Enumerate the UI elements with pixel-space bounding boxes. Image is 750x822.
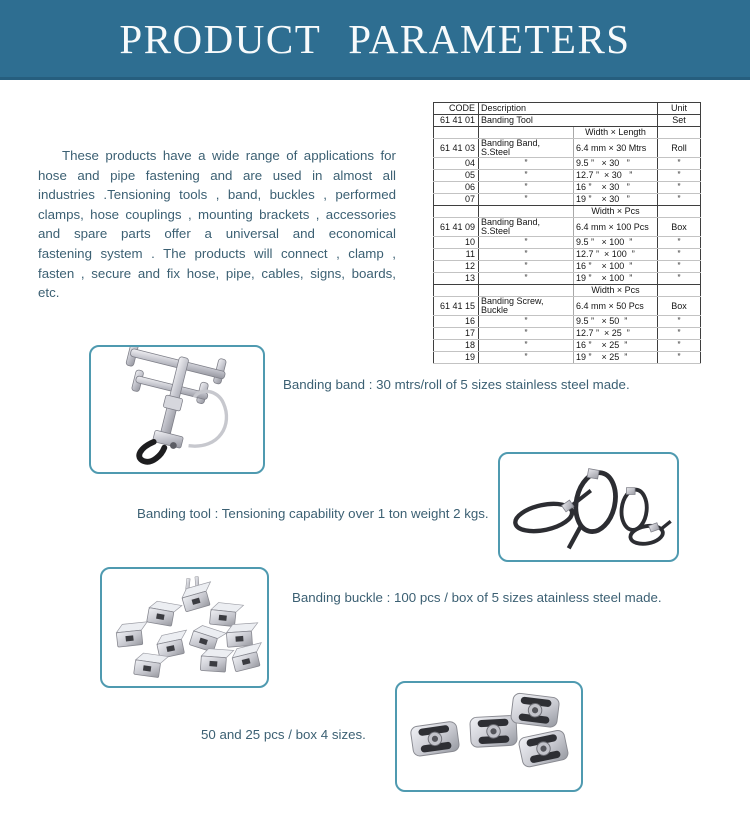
name-cell: ”: [479, 182, 574, 194]
code-cell: 61 41 15: [434, 297, 479, 316]
box-sizes-caption: 50 and 25 pcs / box 4 sizes.: [201, 727, 366, 742]
table-row: [434, 158, 701, 170]
table-row: [434, 218, 701, 237]
code-cell: 61 41 09: [434, 218, 479, 237]
table-row: [434, 328, 701, 340]
screw-buckles: [410, 693, 569, 768]
banding-buckle-image: [102, 569, 263, 682]
code-cell: 07: [434, 194, 479, 206]
screw-buckle-image: [397, 683, 577, 786]
banding-band-photo: [498, 452, 679, 562]
banner: [0, 0, 750, 80]
name-cell: ”: [479, 170, 574, 182]
unit-cell: [658, 285, 701, 297]
table-subheader-row: [434, 285, 701, 297]
name-cell: ”: [479, 237, 574, 249]
table-row: [434, 273, 701, 285]
name-cell: Banding Band, S.Steel: [479, 139, 574, 158]
table-row: [434, 340, 701, 352]
unit-cell: ”: [658, 352, 701, 364]
table-row: [434, 182, 701, 194]
size-cell: 9.5 ” × 100 ”: [574, 237, 658, 249]
size-cell: 16 ” × 100 ”: [574, 261, 658, 273]
size-cell: 16 ” × 25 ”: [574, 340, 658, 352]
intro-paragraph: [38, 146, 396, 303]
size-cell: 19 ” × 25 ”: [574, 352, 658, 364]
code-cell: 11: [434, 249, 479, 261]
name-cell: ”: [479, 194, 574, 206]
unit-cell: ”: [658, 194, 701, 206]
unit-cell: Box: [658, 297, 701, 316]
screw-buckle-photo: [395, 681, 583, 792]
desc-cell: Banding Tool: [479, 115, 658, 127]
size-cell: 6.4 mm × 100 Pcs: [574, 218, 658, 237]
table-row: [434, 249, 701, 261]
code-cell: 06: [434, 182, 479, 194]
spec-table: [433, 102, 701, 364]
table-subheader-row: [434, 127, 701, 139]
code-cell: 13: [434, 273, 479, 285]
banding-tool-photo: [89, 345, 265, 474]
banding-band-caption: Banding band : 30 mtrs/roll of 5 sizes stainless steel made.: [283, 377, 630, 392]
intro-text: These products have a wide range of applications for hose and pipe fastening and are used in almost all industries .Tensioning tools , band, buckles , performed clamps, hose couplings , mounting brackets , accessories and spare parts offer a universal and economical fastening system . The products will connect , clamp , fasten , secure and fix hose, pipe, cables, signs, boards, etc.: [38, 148, 396, 301]
page-title: PRODUCT PARAMETERS: [119, 15, 631, 62]
code-header: CODE: [434, 103, 479, 115]
banding-tool-image: [91, 347, 259, 468]
unit-cell: Set: [658, 115, 701, 127]
code-cell: 18: [434, 340, 479, 352]
size-cell: 9.5 ” × 30 ”: [574, 158, 658, 170]
unit-cell: ”: [658, 261, 701, 273]
name-cell: ”: [479, 273, 574, 285]
size-cell: 6.4 mm × 50 Pcs: [574, 297, 658, 316]
name-cell: [479, 206, 574, 218]
code-cell: 61 41 03: [434, 139, 479, 158]
code-cell: 16: [434, 316, 479, 328]
name-cell: Banding Screw, Buckle: [479, 297, 574, 316]
table-row: [434, 316, 701, 328]
size-cell: 12.7 ” × 25 ”: [574, 328, 658, 340]
size-cell: 19 ” × 100 ”: [574, 273, 658, 285]
size-cell: 6.4 mm × 30 Mtrs: [574, 139, 658, 158]
code-cell: [434, 285, 479, 297]
table-row: [434, 115, 701, 127]
name-cell: Banding Band, S.Steel: [479, 218, 574, 237]
name-cell: [479, 285, 574, 297]
name-cell: ”: [479, 340, 574, 352]
banding-band-image: [500, 454, 673, 556]
table-row: [434, 194, 701, 206]
code-cell: 19: [434, 352, 479, 364]
unit-cell: ”: [658, 273, 701, 285]
code-cell: [434, 127, 479, 139]
unit-cell: Roll: [658, 139, 701, 158]
size-cell: 9.5 ” × 50 ”: [574, 316, 658, 328]
unit-cell: [658, 206, 701, 218]
table-header-row: [434, 103, 701, 115]
table-row: [434, 261, 701, 273]
tool-body: [109, 347, 229, 457]
table-row: [434, 170, 701, 182]
size-cell: 12.7 ” × 100 ”: [574, 249, 658, 261]
name-cell: ”: [479, 352, 574, 364]
unit-cell: ”: [658, 249, 701, 261]
banding-buckle-photo: [100, 567, 269, 688]
unit-cell: ”: [658, 182, 701, 194]
name-cell: ”: [479, 261, 574, 273]
name-cell: ”: [479, 158, 574, 170]
unit-cell: ”: [658, 237, 701, 249]
size-cell: 12.7 ” × 30 ”: [574, 170, 658, 182]
unit-cell: Box: [658, 218, 701, 237]
buckle-clips: [116, 582, 263, 679]
code-cell: 61 41 01: [434, 115, 479, 127]
unit-cell: [658, 127, 701, 139]
code-cell: 17: [434, 328, 479, 340]
tool-lever: [139, 442, 164, 462]
table-row: [434, 139, 701, 158]
size-cell: 19 ” × 30 ”: [574, 194, 658, 206]
code-cell: 12: [434, 261, 479, 273]
unit-header: Unit: [658, 103, 701, 115]
unit-cell: ”: [658, 158, 701, 170]
table-row: [434, 297, 701, 316]
size-subheader: Width × Pcs: [574, 206, 658, 218]
description-header: Description: [479, 103, 658, 115]
tool-band: [189, 391, 227, 446]
unit-cell: ”: [658, 316, 701, 328]
code-cell: 04: [434, 158, 479, 170]
name-cell: ”: [479, 316, 574, 328]
name-cell: ”: [479, 249, 574, 261]
size-subheader: Width × Pcs: [574, 285, 658, 297]
code-cell: 10: [434, 237, 479, 249]
banding-buckle-caption: Banding buckle : 100 pcs / box of 5 sizes atainless steel made.: [292, 590, 662, 605]
unit-cell: ”: [658, 170, 701, 182]
name-cell: [479, 127, 574, 139]
name-cell: ”: [479, 328, 574, 340]
unit-cell: ”: [658, 340, 701, 352]
table-subheader-row: [434, 206, 701, 218]
size-subheader: Width × Length: [574, 127, 658, 139]
table-row: [434, 237, 701, 249]
code-cell: [434, 206, 479, 218]
table-row: [434, 352, 701, 364]
unit-cell: ”: [658, 328, 701, 340]
band-loops: [513, 469, 671, 548]
code-cell: 05: [434, 170, 479, 182]
size-cell: 16 ” × 30 ”: [574, 182, 658, 194]
banding-tool-caption: Banding tool : Tensioning capability over 1 ton weight 2 kgs.: [137, 506, 489, 521]
